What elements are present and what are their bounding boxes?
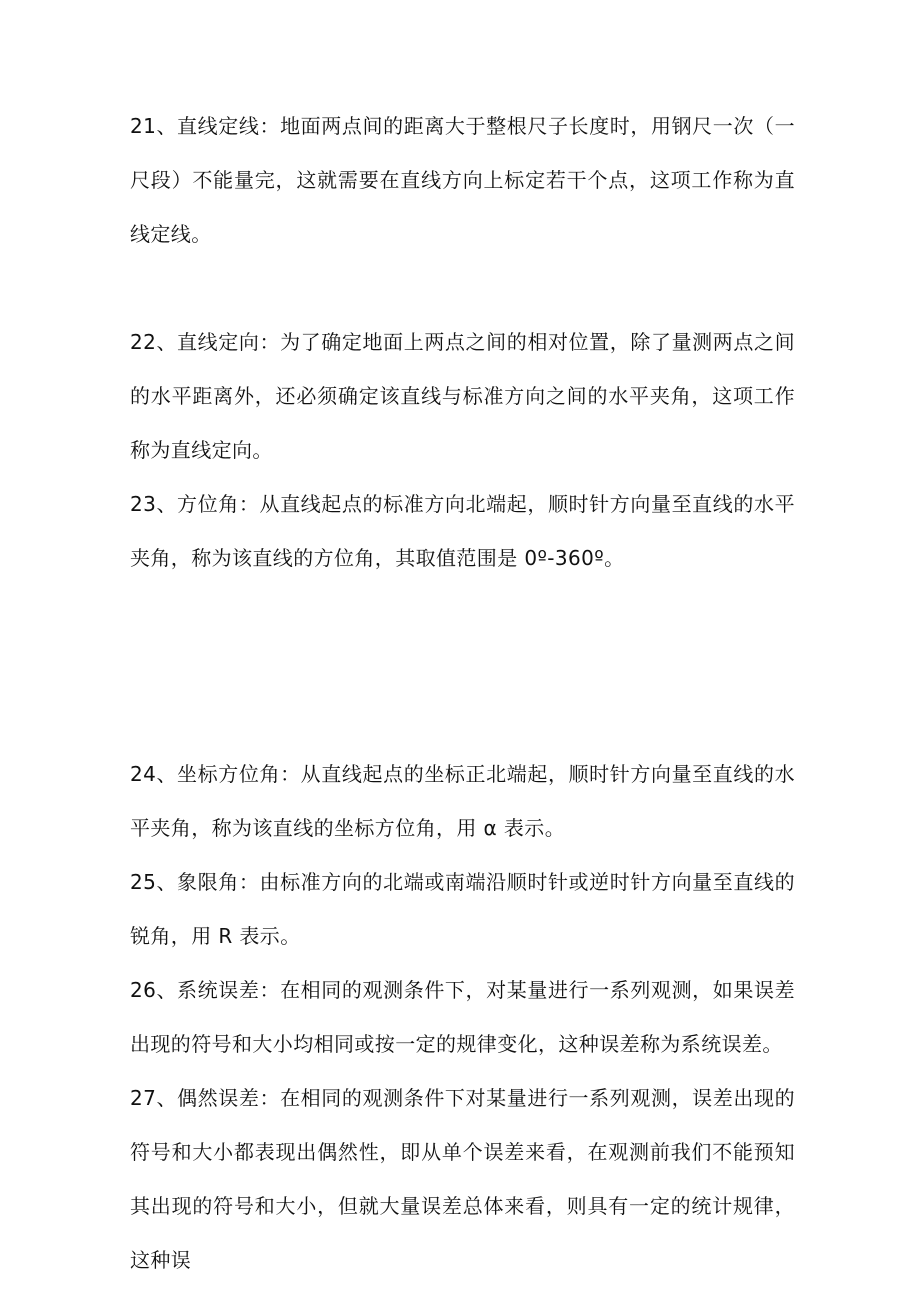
definition-26-paragraph: 26、系统误差：在相同的观测条件下，对某量进行一系列观测，如果误差出现的符号和大小均相同或按一定的规律变化，这种误差称为系统误差。 [130,978,795,1056]
definition-27-paragraph: 27、偶然误差：在相同的观测条件下对某量进行一系列观测，误差出现的符号和大小都表现出偶然性，即从单个误差来看，在观测前我们不能预知其出现的符号和大小，但就大量误差总体来看，则具有一定的统计规律，这种误 [130,1086,795,1272]
definition-21-paragraph: 21、直线定线：地面两点间的距离大于整根尺子长度时，用钢尺一次（一尺段）不能量完，这就需要在直线方向上标定若干个点，这项工作称为直线定线。 [130,114,795,246]
definition-24-paragraph: 24、坐标方位角：从直线起点的坐标正北端起，顺时针方向量至直线的水平夹角，称为该直线的坐标方位角，用 α 表示。 [130,762,795,840]
definition-22-paragraph: 22、直线定向：为了确定地面上两点之间的相对位置，除了量测两点之间的水平距离外，还必须确定该直线与标准方向之间的水平夹角，这项工作称为直线定向。 [130,330,795,462]
definition-25-paragraph: 25、象限角：由标准方向的北端或南端沿顺时针或逆时针方向量至直线的锐角，用 R 表示。 [130,870,795,948]
definition-23-paragraph: 23、方位角：从直线起点的标准方向北端起，顺时针方向量至直线的水平夹角，称为该直线的方位角，其取值范围是 0º-360º。 [130,492,795,570]
